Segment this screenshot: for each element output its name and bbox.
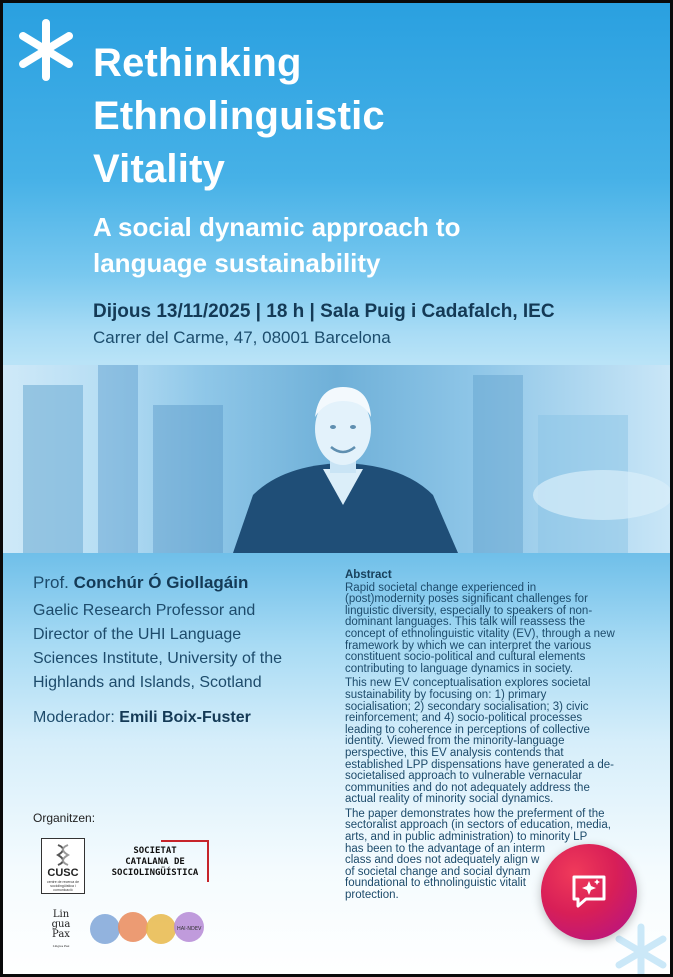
cusc-mark-icon: [56, 843, 70, 867]
abstract-line: identity. Viewed from the minority-language: [345, 735, 565, 748]
logo-line: Pax: [52, 929, 70, 940]
speaker-name-line: [33, 571, 333, 595]
abstract-line: sectoralist approach (in sectors of education, media,: [345, 819, 611, 832]
ai-chat-button[interactable]: [541, 844, 637, 940]
societat-catalana-text: [103, 846, 207, 879]
abstract-line: dominant languages. This talk will reassess the: [345, 616, 586, 629]
speaker-photo: [3, 365, 670, 553]
speaker-block: [33, 571, 333, 695]
abstract-line: Rapid societal change experienced in: [345, 581, 537, 594]
abstract-line: This new EV conceptualisation explores societal: [345, 677, 591, 690]
abstract-line: societalised approach to vulnerable vernacular: [345, 770, 583, 783]
abstract-line: actual reality of minority social dynamics.: [345, 793, 554, 806]
abstract-line: framework by which we can interpret the various: [345, 639, 592, 652]
abstract-line: class and does not adequately align w: [345, 854, 540, 867]
abstract-heading: Abstract: [345, 569, 392, 581]
title-line: Rethinking: [93, 41, 302, 85]
event-date-venue: Dijous 13/11/2025 | 18 h | Sala Puig i Cadafalch, IEC: [93, 301, 555, 322]
abstract-line: contributing to language dynamics in society.: [345, 662, 574, 675]
poster-title: [93, 37, 593, 196]
moderator-label: Moderador:: [33, 709, 115, 726]
poster-header: [3, 3, 670, 365]
speaker-role-line: Director of the UHI Language: [33, 626, 242, 643]
abstract-line: leading to coherence in perceptions of collective: [345, 723, 590, 736]
logo-line: Lin: [52, 909, 70, 920]
abstract-line: linguistic diversity, especially to speakers of non-: [345, 604, 593, 617]
societat-catalana-logo: [103, 840, 213, 888]
abstract-line: perspective, this EV analysis contends that: [345, 746, 564, 759]
logo-line: gua: [51, 919, 71, 930]
abstract-line: communities and do not adequately address the: [345, 781, 590, 794]
abstract-paragraph: [345, 583, 650, 676]
moderator-name: Emili Boix-Fuster: [119, 709, 251, 726]
logo-line: SOCIETAT: [133, 846, 177, 856]
abstract-line: constituent socio-political and cultural elements: [345, 651, 586, 664]
organizers-label: Organitzen:: [33, 811, 96, 825]
asterisk-icon: [611, 921, 670, 974]
abstract-line: (post)modernity poses significant challenges for: [345, 593, 588, 606]
title-line: Vitality: [93, 147, 226, 191]
linguapax-logo: [47, 910, 75, 950]
cusc-logo: [41, 838, 85, 894]
speaker-prefix: Prof.: [33, 573, 69, 592]
speaker-name: Conchúr Ó Giollagáin: [73, 573, 249, 592]
subtitle-line: language sustainability: [93, 248, 381, 278]
event-address: Carrer del Carme, 47, 08001 Barcelona: [93, 328, 391, 347]
cusc-name: CUSC: [47, 867, 79, 879]
moderator-line: [33, 709, 251, 727]
logo-line: SOCIOLINGÜÍSTICA: [111, 868, 199, 878]
speaker-role-line: Highlands and Islands, Scotland: [33, 674, 262, 691]
flowers-logo-text: HAI·NDEV: [177, 926, 202, 932]
abstract-line: of societal change and social dynam: [345, 865, 531, 878]
flowers-logo: [89, 907, 207, 949]
abstract-line: arts, and in public administration) to minority LP: [345, 831, 588, 844]
abstract-paragraph: [345, 678, 650, 806]
abstract-line: established LPP dispensations have generated a de-: [345, 758, 614, 771]
speaker-photo-illustration: [3, 365, 670, 553]
asterisk-icon: [13, 17, 79, 83]
speaker-role: [33, 599, 333, 695]
speaker-role-line: Sciences Institute, University of the: [33, 650, 282, 667]
logo-small: Lingua Pax: [52, 944, 70, 948]
event-poster: [3, 3, 670, 974]
abstract-line: socialisation; 2) secondary socialisation; 3) civic: [345, 700, 589, 713]
cusc-tagline: centre de recerca de sociolingüística i comunicació: [46, 880, 80, 892]
title-line: Ethnolinguistic: [93, 94, 385, 138]
abstract-line: The paper demonstrates how the preferment of the: [345, 807, 605, 820]
speaker-role-line: Gaelic Research Professor and: [33, 602, 256, 619]
logo-line: CATALANA DE: [125, 857, 185, 867]
chat-sparkle-icon: [568, 871, 610, 913]
abstract-line: has been to the advantage of an interm: [345, 842, 546, 855]
abstract-line: sustainability by focusing on: 1) primary: [345, 688, 547, 701]
abstract-line: foundational to ethnolinguistic vitalit: [345, 877, 526, 890]
poster-subtitle: [93, 209, 613, 281]
abstract-line: reinforcement; and 4) socio-political processes: [345, 712, 583, 725]
subtitle-line: A social dynamic approach to: [93, 212, 461, 242]
abstract-line: concept of ethnolinguistic vitality (EV), through a new: [345, 627, 615, 640]
abstract-line: protection.: [345, 889, 399, 902]
